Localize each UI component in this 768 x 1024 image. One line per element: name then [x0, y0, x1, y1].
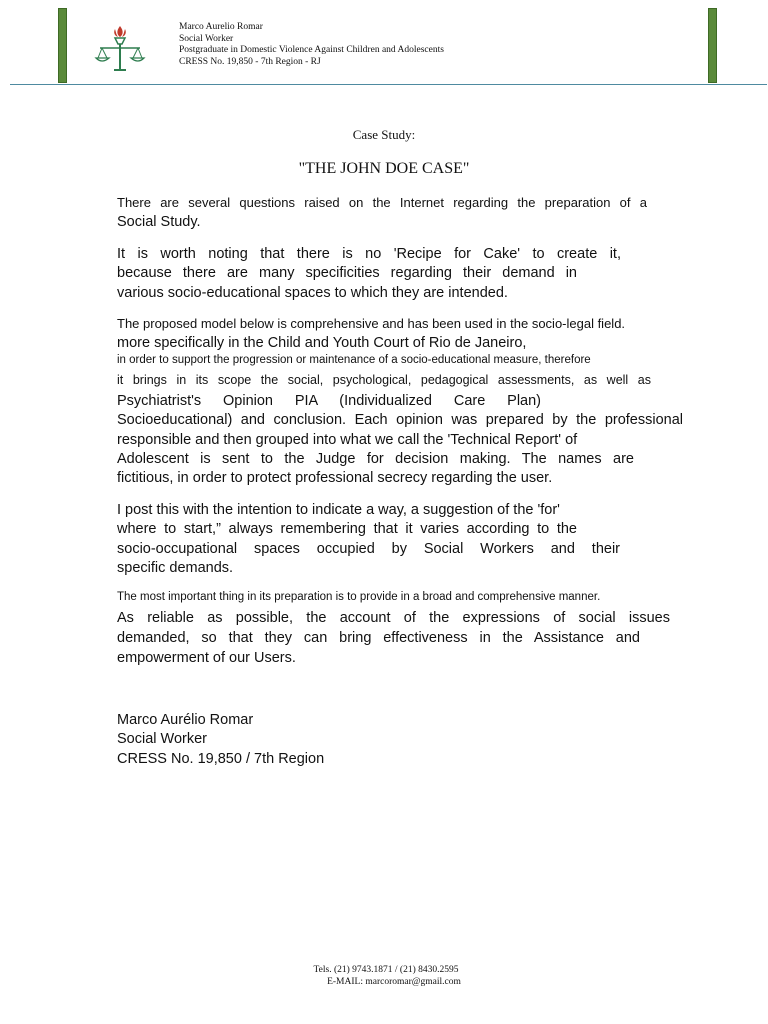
letterhead-role: Social Worker — [179, 33, 234, 44]
body-line: I post this with the intention to indicate a way, a suggestion of the 'for' — [117, 502, 560, 518]
body-line: The most important thing in its preparation is to provide in a broad and comprehensive manner. — [117, 591, 601, 603]
body-line: because there are many specificities regarding their demand in — [117, 265, 577, 281]
body-line: in order to support the progression or maintenance of a socio-educational measure, therefore — [117, 354, 591, 366]
body-line: responsible and then grouped into what we call the 'Technical Report' of — [117, 432, 578, 448]
body-line: where to start,” always remembering that it varies according to the — [117, 521, 577, 537]
letterhead-registry: CRESS No. 19,850 - 7th Region - RJ — [179, 56, 321, 67]
body-line: it brings in its scope the social, psychological, pedagogical assessments, as well as — [117, 373, 651, 387]
letterhead-name: Marco Aurelio Romar — [179, 22, 263, 32]
header-divider — [10, 84, 767, 85]
document-title: "THE JOHN DOE CASE" — [298, 160, 470, 177]
signature-role: Social Worker — [117, 731, 207, 747]
body-line: demanded, so that they can bring effectiveness in the Assistance and — [117, 630, 640, 646]
header-green-bar-right — [708, 8, 717, 83]
footer-phones: Tels. (21) 9743.1871 / (21) 8430.2595 — [313, 965, 459, 975]
body-line: Social Study. — [117, 214, 201, 230]
document-label: Case Study: — [352, 127, 416, 142]
body-line: Socioeducational) and conclusion. Each opinion was prepared by the professional — [117, 412, 683, 428]
signature-registry: CRESS No. 19,850 / 7th Region — [117, 751, 325, 767]
body-line: more specifically in the Child and Youth Court of Rio de Janeiro, — [117, 335, 527, 351]
body-line: As reliable as possible, the account of the expressions of social issues — [117, 610, 670, 626]
footer-email: E-MAIL: marcoromar@gmail.com — [327, 977, 461, 987]
letterhead-text — [179, 22, 444, 68]
body-line: empowerment of our Users. — [117, 650, 296, 666]
body-line: Psychiatrist's Opinion PIA (Individualized Care Plan) — [117, 393, 541, 409]
header-green-bar-left — [58, 8, 67, 83]
signature-name: Marco Aurélio Romar — [117, 712, 254, 728]
justice-scales-torch-icon — [94, 22, 146, 72]
body-line: The proposed model below is comprehensive and has been used in the socio-legal field. — [117, 316, 626, 331]
body-line: fictitious, in order to protect professional secrecy regarding the user. — [117, 470, 553, 486]
letterhead-credential: Postgraduate in Domestic Violence Against Children and Adolescents — [179, 45, 444, 55]
body-line: socio-occupational spaces occupied by Social Workers and their — [117, 541, 620, 557]
body-line: Adolescent is sent to the Judge for decision making. The names are — [117, 451, 634, 467]
body-line: specific demands. — [117, 560, 234, 576]
body-line: There are several questions raised on the Internet regarding the preparation of a — [117, 195, 647, 210]
body-line: various socio-educational spaces to which they are intended. — [117, 285, 508, 301]
body-line: It is worth noting that there is no 'Recipe for Cake' to create it, — [117, 246, 621, 262]
